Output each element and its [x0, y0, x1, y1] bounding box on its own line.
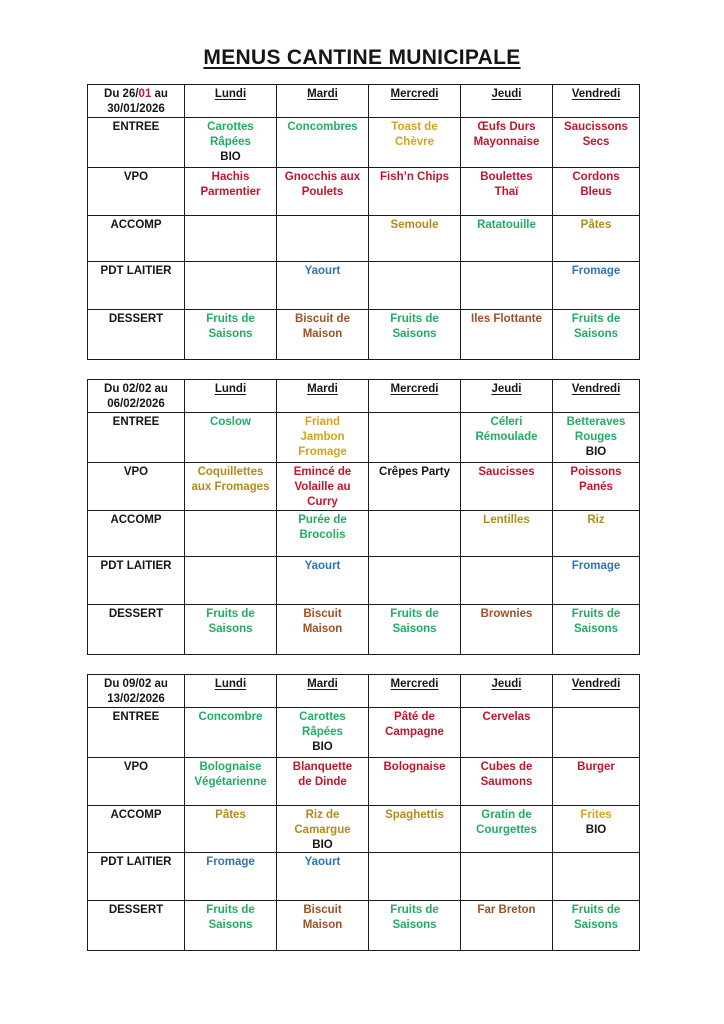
- date-segment: Du 09/02 au: [104, 677, 168, 690]
- date-segment: 01: [138, 88, 152, 100]
- menu-item: Poissons: [570, 465, 622, 478]
- cell-vpo-jeudi: [461, 462, 553, 510]
- menu-item: Saucissons: [564, 120, 628, 133]
- day-header-jeudi: [461, 85, 553, 118]
- cell-accomp-jeudi: [461, 510, 553, 556]
- day-header-vendredi: [553, 674, 640, 707]
- menu-row-entree: [88, 412, 640, 462]
- cell-dessert-mercredi: [369, 901, 461, 951]
- menu-item: Fruits de: [390, 607, 439, 620]
- row-label-accomp: ACCOMP: [88, 805, 185, 853]
- cell-entree-mercredi: [369, 117, 461, 167]
- menu-item: Saisons: [573, 919, 619, 932]
- cell-entree-lundi: [185, 117, 277, 167]
- menu-item: Fromage: [571, 559, 621, 572]
- day-header-lundi: [185, 674, 277, 707]
- menu-item: BIO: [312, 838, 333, 851]
- cell-vpo-vendredi: [553, 757, 640, 805]
- cell-accomp-jeudi: [461, 805, 553, 853]
- menu-item: Fruits de: [390, 312, 439, 325]
- menu-item: Pâtes: [215, 808, 246, 821]
- cell-accomp-jeudi: [461, 215, 553, 261]
- cell-entree-vendredi: [553, 707, 640, 757]
- day-header-mercredi: [369, 379, 461, 412]
- menu-row-entree: [88, 117, 640, 167]
- cell-vpo-mardi: [277, 167, 369, 215]
- cell-accomp-lundi: [185, 805, 277, 853]
- row-label-vpo: VPO: [88, 757, 185, 805]
- day-header-label: Vendredi: [571, 88, 621, 100]
- menu-item: BIO: [220, 150, 241, 163]
- cell-accomp-mercredi: [369, 510, 461, 556]
- week-header-row: [88, 674, 640, 707]
- cell-dessert-jeudi: [461, 901, 553, 951]
- menu-item: Saisons: [392, 622, 437, 635]
- menu-item: Lentilles: [483, 513, 530, 526]
- menu-item: Crêpes Party: [379, 465, 450, 478]
- menu-item: Fish’n Chips: [380, 170, 449, 183]
- date-line-1: [89, 87, 183, 102]
- menu-item: Rémoulade: [475, 430, 538, 443]
- menu-row-pdt-laitier: [88, 261, 640, 309]
- week-header-row: [88, 85, 640, 118]
- row-label-dessert: DESSERT: [88, 901, 185, 951]
- menu-item: Fromage: [206, 856, 255, 869]
- date-segment: Du 26/: [104, 88, 139, 100]
- cell-dessert-lundi: [185, 901, 277, 951]
- cell-dessert-vendredi: [553, 901, 640, 951]
- cell-vpo-mercredi: [369, 757, 461, 805]
- page-title-text: MENUS CANTINE MUNICIPALE: [203, 46, 521, 69]
- menu-item: Carottes: [207, 120, 254, 133]
- menu-item: Maison: [302, 327, 343, 340]
- cell-vpo-lundi: [185, 462, 277, 510]
- menu-item: Carottes: [299, 710, 346, 723]
- row-label-entree: ENTREE: [88, 412, 185, 462]
- cell-entree-mercredi: [369, 412, 461, 462]
- menu-row-vpo: [88, 462, 640, 510]
- menu-item: Camargue: [294, 823, 351, 836]
- menu-item: Saisons: [208, 919, 253, 932]
- cell-dessert-jeudi: [461, 604, 553, 654]
- menu-item: Fruits de: [206, 904, 255, 917]
- menu-row-accomp: [88, 215, 640, 261]
- menu-table-week-3: [87, 674, 640, 952]
- cell-dessert-vendredi: [553, 309, 640, 359]
- menu-row-pdt-laitier: [88, 556, 640, 604]
- menu-item: Concombre: [198, 710, 263, 723]
- day-header-label: Jeudi: [491, 88, 522, 100]
- day-header-label: Vendredi: [571, 677, 621, 690]
- cell-accomp-lundi: [185, 510, 277, 556]
- menu-item: Saisons: [392, 919, 437, 932]
- cell-pdt-laitier-mardi: [277, 261, 369, 309]
- row-label-vpo: VPO: [88, 462, 185, 510]
- cell-pdt-laitier-vendredi: [553, 261, 640, 309]
- cell-entree-mercredi: [369, 707, 461, 757]
- menu-item: Emincé de: [293, 465, 352, 478]
- cell-entree-jeudi: [461, 707, 553, 757]
- menu-item: Blanquette: [292, 760, 353, 773]
- day-header-jeudi: [461, 379, 553, 412]
- menu-item: BIO: [312, 740, 333, 753]
- menu-item: Semoule: [390, 218, 439, 231]
- page-title: [0, 0, 724, 70]
- cell-entree-mardi: [277, 412, 369, 462]
- row-label-accomp: ACCOMP: [88, 510, 185, 556]
- menu-item: Secs: [582, 135, 610, 148]
- menu-item: Riz de: [305, 808, 340, 821]
- menu-row-accomp: [88, 805, 640, 853]
- date-line-1: [89, 382, 183, 397]
- menu-item: Ratatouille: [477, 218, 536, 231]
- menu-item: Maison: [302, 919, 343, 932]
- menu-item: Iles Flottante: [471, 312, 542, 325]
- cell-dessert-vendredi: [553, 604, 640, 654]
- row-label-pdt-laitier: PDT LAITIER: [88, 556, 185, 604]
- menu-item: Saisons: [573, 622, 619, 635]
- cell-accomp-mardi: [277, 510, 369, 556]
- cell-pdt-laitier-mardi: [277, 853, 369, 901]
- day-header-label: Lundi: [214, 88, 247, 100]
- menu-row-dessert: [88, 901, 640, 951]
- menu-item: Riz: [587, 513, 605, 526]
- menu-tables: [0, 84, 724, 951]
- cell-accomp-mercredi: [369, 805, 461, 853]
- date-line-2: 13/02/2026: [107, 692, 165, 705]
- cell-vpo-mardi: [277, 462, 369, 510]
- cell-entree-lundi: [185, 707, 277, 757]
- cell-dessert-mardi: [277, 604, 369, 654]
- row-label-accomp: ACCOMP: [88, 215, 185, 261]
- menu-item: Courgettes: [476, 823, 537, 836]
- day-header-mardi: [277, 85, 369, 118]
- menu-table-week-1: [87, 84, 640, 360]
- menu-item: Saisons: [208, 327, 253, 340]
- cell-pdt-laitier-mardi: [277, 556, 369, 604]
- menu-item: Bleus: [580, 185, 612, 198]
- menu-item: Yaourt: [304, 264, 341, 277]
- cell-accomp-lundi: [185, 215, 277, 261]
- menu-item: Saucisses: [478, 465, 535, 478]
- menu-item: Brocolis: [299, 528, 346, 541]
- cell-entree-lundi: [185, 412, 277, 462]
- day-header-vendredi: [553, 379, 640, 412]
- menu-item: Coslow: [210, 415, 251, 428]
- menu-item: Saisons: [208, 622, 253, 635]
- day-header-mardi: [277, 674, 369, 707]
- menu-item: aux Fromages: [191, 480, 270, 493]
- cell-entree-jeudi: [461, 117, 553, 167]
- day-header-label: Vendredi: [571, 382, 621, 395]
- day-header-label: Jeudi: [491, 677, 522, 690]
- menu-item: Biscuit: [303, 904, 342, 917]
- menu-item: Cordons: [572, 170, 620, 183]
- week-date-range: [88, 674, 185, 707]
- row-label-dessert: DESSERT: [88, 604, 185, 654]
- cell-pdt-laitier-mercredi: [369, 261, 461, 309]
- menu-row-dessert: [88, 604, 640, 654]
- menu-item: Jambon: [300, 430, 345, 443]
- menu-item: Spaghettis: [385, 808, 444, 821]
- date-segment: Du 02/02 au: [104, 382, 168, 395]
- day-header-label: Mercredi: [390, 677, 439, 690]
- menu-item: Fruits de: [571, 312, 621, 325]
- menu-row-vpo: [88, 167, 640, 215]
- menu-item: Brownies: [480, 607, 533, 620]
- cell-dessert-lundi: [185, 309, 277, 359]
- menu-item: Gnocchis aux: [284, 170, 361, 183]
- cell-dessert-mardi: [277, 309, 369, 359]
- menu-item: de Dinde: [298, 775, 347, 788]
- cell-accomp-vendredi: [553, 805, 640, 853]
- row-label-pdt-laitier: PDT LAITIER: [88, 853, 185, 901]
- cell-vpo-vendredi: [553, 167, 640, 215]
- menu-item: BIO: [585, 823, 607, 836]
- menu-item: Pâtes: [580, 218, 612, 231]
- cell-pdt-laitier-lundi: [185, 853, 277, 901]
- row-label-entree: ENTREE: [88, 707, 185, 757]
- menu-item: Frites: [580, 808, 612, 821]
- cell-accomp-mardi: [277, 805, 369, 853]
- menu-item: Parmentier: [200, 185, 261, 198]
- menu-item: Panés: [579, 480, 613, 493]
- cell-vpo-mercredi: [369, 462, 461, 510]
- date-line-2: 30/01/2026: [107, 102, 165, 115]
- menu-item: Saisons: [573, 327, 619, 340]
- cell-dessert-lundi: [185, 604, 277, 654]
- cell-pdt-laitier-mercredi: [369, 556, 461, 604]
- cell-vpo-jeudi: [461, 167, 553, 215]
- cell-entree-vendredi: [553, 117, 640, 167]
- cell-pdt-laitier-jeudi: [461, 853, 553, 901]
- row-label-dessert: DESSERT: [88, 309, 185, 359]
- cell-dessert-jeudi: [461, 309, 553, 359]
- day-header-label: Mercredi: [390, 382, 439, 395]
- menu-item: Poulets: [301, 185, 344, 198]
- menu-item: Cervelas: [482, 710, 531, 723]
- menu-row-accomp: [88, 510, 640, 556]
- cell-dessert-mercredi: [369, 309, 461, 359]
- cell-vpo-jeudi: [461, 757, 553, 805]
- menu-item: Fruits de: [571, 607, 621, 620]
- day-header-mercredi: [369, 674, 461, 707]
- row-label-vpo: VPO: [88, 167, 185, 215]
- menu-item: Œufs Durs: [477, 120, 536, 133]
- cell-vpo-lundi: [185, 167, 277, 215]
- menu-item: Curry: [307, 495, 338, 508]
- menu-item: Burger: [577, 760, 615, 773]
- cell-pdt-laitier-vendredi: [553, 853, 640, 901]
- menu-item: Volaille au: [294, 480, 351, 493]
- menu-item: Hachis: [211, 170, 250, 183]
- cell-vpo-vendredi: [553, 462, 640, 510]
- menu-item: Râpées: [210, 135, 251, 148]
- menu-item: Mayonnaise: [473, 135, 540, 148]
- menu-item: Bolognaise: [199, 760, 262, 773]
- cell-entree-jeudi: [461, 412, 553, 462]
- day-header-vendredi: [553, 85, 640, 118]
- menu-item: Betteraves: [566, 415, 626, 428]
- cell-pdt-laitier-jeudi: [461, 556, 553, 604]
- day-header-mardi: [277, 379, 369, 412]
- cell-pdt-laitier-jeudi: [461, 261, 553, 309]
- menu-item: Bolognaise: [383, 760, 446, 773]
- date-line-1: [89, 677, 183, 692]
- menu-item: Saisons: [392, 327, 437, 340]
- day-header-label: Mardi: [307, 88, 338, 100]
- menu-item: Rouges: [574, 430, 618, 443]
- menu-item: Fruits de: [571, 904, 621, 917]
- menu-item: Yaourt: [304, 559, 341, 572]
- menu-item: Fruits de: [206, 312, 255, 325]
- menu-item: Far Breton: [477, 904, 536, 917]
- menu-item: Boulettes: [480, 170, 533, 183]
- menu-item: Yaourt: [304, 856, 341, 869]
- cell-accomp-mardi: [277, 215, 369, 261]
- cell-entree-mardi: [277, 707, 369, 757]
- day-header-label: Mardi: [307, 677, 338, 690]
- menu-row-dessert: [88, 309, 640, 359]
- menu-row-vpo: [88, 757, 640, 805]
- day-header-label: Lundi: [214, 677, 247, 690]
- menu-row-entree: [88, 707, 640, 757]
- menu-item: Fromage: [571, 264, 621, 277]
- menu-item: Friand: [304, 415, 341, 428]
- menu-item: Fromage: [298, 445, 347, 458]
- day-header-label: Mardi: [307, 382, 338, 395]
- menu-item: Thaï: [494, 185, 519, 198]
- week-header-row: [88, 379, 640, 412]
- day-header-label: Mercredi: [390, 88, 439, 100]
- date-segment: au: [151, 88, 168, 100]
- cell-pdt-laitier-vendredi: [553, 556, 640, 604]
- menu-item: Fruits de: [206, 607, 255, 620]
- day-header-lundi: [185, 379, 277, 412]
- menu-table-week-2: [87, 379, 640, 655]
- day-header-jeudi: [461, 674, 553, 707]
- menu-item: Toast de: [391, 120, 438, 133]
- cell-pdt-laitier-lundi: [185, 556, 277, 604]
- menu-item: Cubes de: [480, 760, 533, 773]
- cell-entree-mardi: [277, 117, 369, 167]
- cell-vpo-mardi: [277, 757, 369, 805]
- menu-item: Maison: [302, 622, 343, 635]
- menu-item: Pâté de: [394, 710, 435, 723]
- cell-entree-vendredi: [553, 412, 640, 462]
- menu-item: Coquillettes: [197, 465, 264, 478]
- day-header-lundi: [185, 85, 277, 118]
- menu-item: Céleri: [490, 415, 523, 428]
- cell-pdt-laitier-mercredi: [369, 853, 461, 901]
- date-line-2: 06/02/2026: [107, 397, 165, 410]
- menu-item: Biscuit de: [295, 312, 350, 325]
- menu-item: Fruits de: [390, 904, 439, 917]
- menu-item: Râpées: [302, 725, 343, 738]
- cell-accomp-mercredi: [369, 215, 461, 261]
- week-date-range: [88, 85, 185, 118]
- cell-vpo-lundi: [185, 757, 277, 805]
- day-header-mercredi: [369, 85, 461, 118]
- week-date-range: [88, 379, 185, 412]
- menu-item: Campagne: [385, 725, 444, 738]
- row-label-entree: ENTREE: [88, 117, 185, 167]
- cell-accomp-vendredi: [553, 510, 640, 556]
- menu-item: Concombres: [287, 120, 358, 133]
- cell-vpo-mercredi: [369, 167, 461, 215]
- day-header-label: Lundi: [214, 382, 247, 395]
- cell-pdt-laitier-lundi: [185, 261, 277, 309]
- menu-item: Gratin de: [481, 808, 532, 821]
- row-label-pdt-laitier: PDT LAITIER: [88, 261, 185, 309]
- menu-item: Biscuit: [303, 607, 342, 620]
- cell-dessert-mercredi: [369, 604, 461, 654]
- menu-row-pdt-laitier: [88, 853, 640, 901]
- menu-item: Chèvre: [395, 135, 434, 148]
- day-header-label: Jeudi: [491, 382, 522, 395]
- menu-item: Purée de: [298, 513, 347, 526]
- cell-dessert-mardi: [277, 901, 369, 951]
- menu-item: BIO: [585, 445, 607, 458]
- menu-item: Saumons: [480, 775, 533, 788]
- cell-accomp-vendredi: [553, 215, 640, 261]
- menu-item: Végétarienne: [194, 775, 267, 788]
